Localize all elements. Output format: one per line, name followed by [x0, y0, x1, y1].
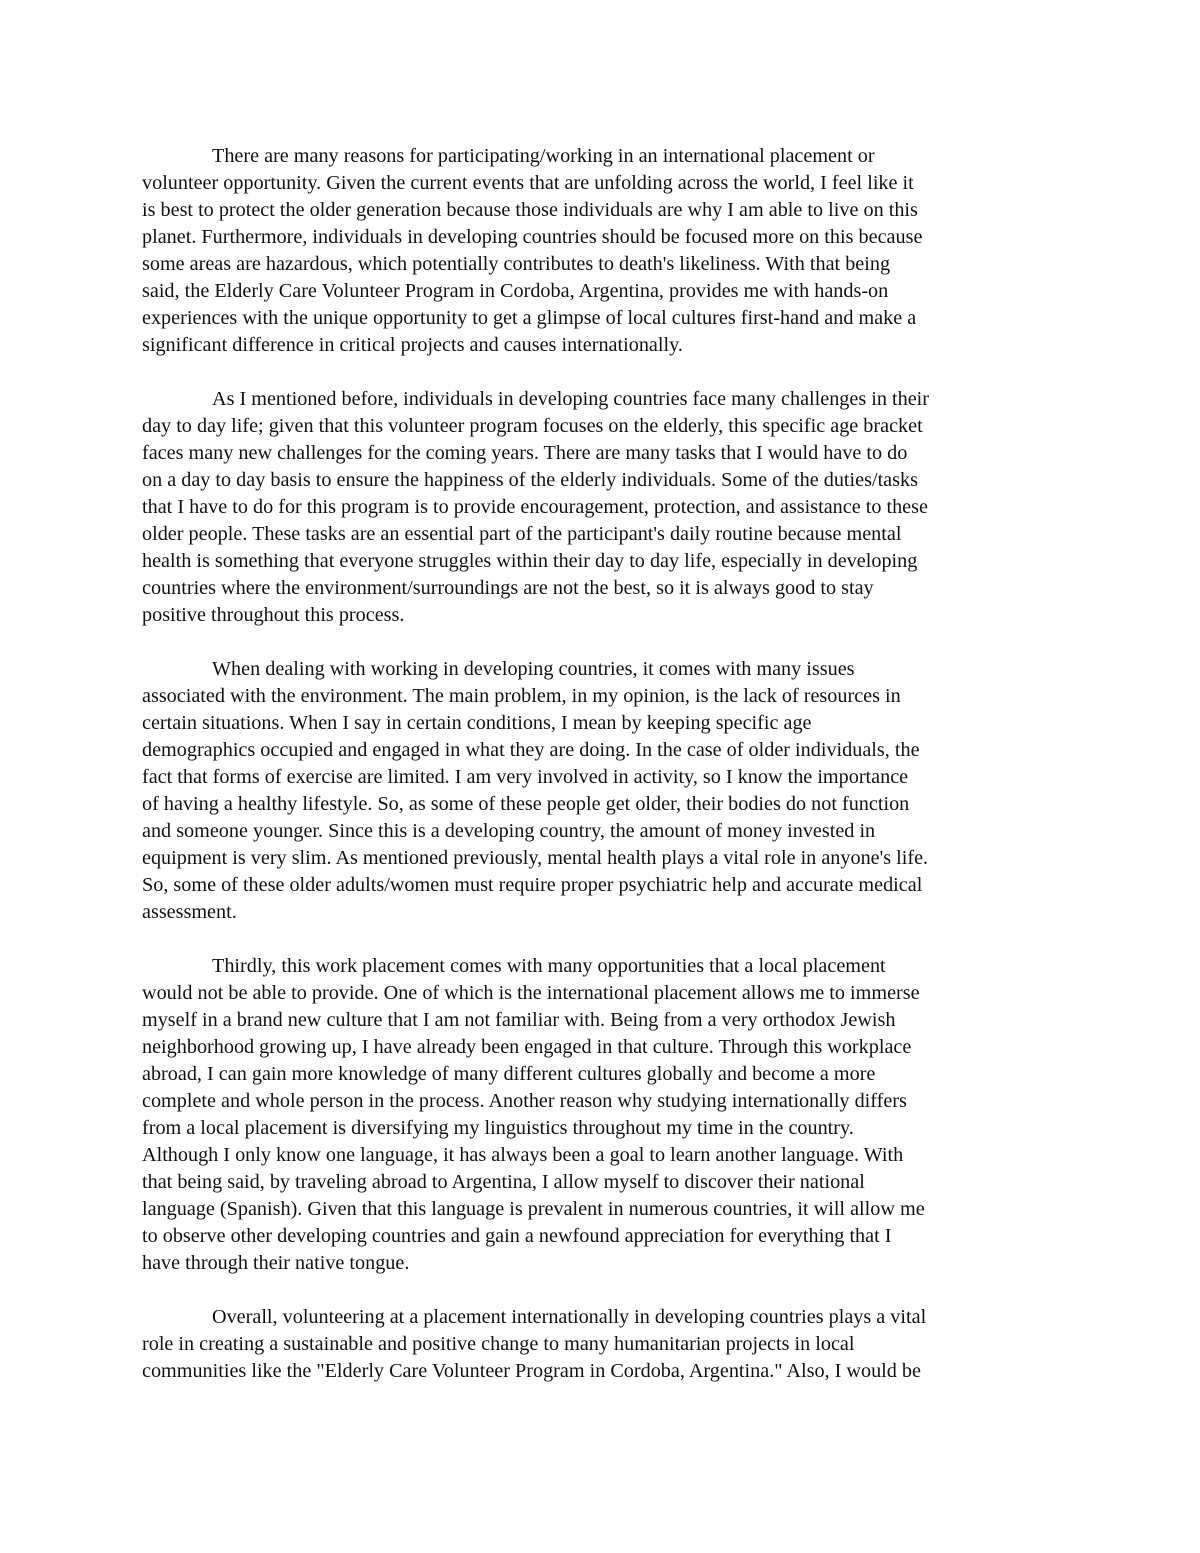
- text-line: have through their native tongue.: [142, 1252, 410, 1274]
- text-line: communities like the "Elderly Care Volunteer Program in Cordoba, Argentina." Also, I would be: [142, 1360, 921, 1382]
- text-line: complete and whole person in the process. Another reason why studying internationally differs: [142, 1090, 907, 1112]
- text-line: equipment is very slim. As mentioned previously, mental health plays a vital role in anyone's life.: [142, 847, 929, 869]
- text-line: countries where the environment/surroundings are not the best, so it is always good to stay: [142, 577, 874, 599]
- text-line: assessment.: [142, 901, 237, 923]
- text-line: fact that forms of exercise are limited. I am very involved in activity, so I know the importance: [142, 766, 909, 788]
- text-line: When dealing with working in developing countries, it comes with many issues: [212, 658, 855, 680]
- text-line: language (Spanish). Given that this language is prevalent in numerous countries, it will allow me: [142, 1198, 925, 1220]
- text-line: So, some of these older adults/women must require proper psychiatric help and accurate medical: [142, 874, 923, 896]
- text-line: associated with the environment. The main problem, in my opinion, is the lack of resources in: [142, 685, 901, 707]
- text-line: significant difference in critical projects and causes internationally.: [142, 334, 683, 356]
- text-line: volunteer opportunity. Given the current events that are unfolding across the world, I feel like it: [142, 172, 914, 194]
- text-line: role in creating a sustainable and positive change to many humanitarian projects in local: [142, 1333, 855, 1355]
- paragraph-4: [142, 953, 1060, 1277]
- text-line: said, the Elderly Care Volunteer Program in Cordoba, Argentina, provides me with hands-on: [142, 280, 889, 302]
- document-body: [142, 143, 1060, 1412]
- text-line: Thirdly, this work placement comes with many opportunities that a local placement: [212, 955, 886, 977]
- text-line: and someone younger. Since this is a developing country, the amount of money invested in: [142, 820, 876, 842]
- text-line: Overall, volunteering at a placement internationally in developing countries plays a vital: [212, 1306, 927, 1328]
- paragraph-2: [142, 386, 1060, 629]
- text-line: myself in a brand new culture that I am not familiar with. Being from a very orthodox Jewish: [142, 1009, 896, 1031]
- text-line: faces many new challenges for the coming years. There are many tasks that I would have to do: [142, 442, 908, 464]
- text-line: planet. Furthermore, individuals in developing countries should be focused more on this because: [142, 226, 923, 248]
- text-line: some areas are hazardous, which potentially contributes to death's likeliness. With that being: [142, 253, 891, 275]
- text-line: demographics occupied and engaged in what they are doing. In the case of older individuals, the: [142, 739, 920, 761]
- paragraph-1: [142, 143, 1060, 359]
- paragraph-3: [142, 656, 1060, 926]
- text-line: Although I only know one language, it has always been a goal to learn another language. With: [142, 1144, 904, 1166]
- text-line: certain situations. When I say in certain conditions, I mean by keeping specific age: [142, 712, 812, 734]
- text-line: day to day life; given that this volunteer program focuses on the elderly, this specific age bracket: [142, 415, 923, 437]
- text-line: experiences with the unique opportunity to get a glimpse of local cultures first-hand and make a: [142, 307, 917, 329]
- text-line: that being said, by traveling abroad to Argentina, I allow myself to discover their national: [142, 1171, 865, 1193]
- text-line: older people. These tasks are an essential part of the participant's daily routine because mental: [142, 523, 902, 545]
- text-line: to observe other developing countries and gain a newfound appreciation for everything that I: [142, 1225, 892, 1247]
- text-line: of having a healthy lifestyle. So, as some of these people get older, their bodies do not function: [142, 793, 910, 815]
- text-line: on a day to day basis to ensure the happiness of the elderly individuals. Some of the duties/tasks: [142, 469, 918, 491]
- paragraph-5: [142, 1304, 1060, 1385]
- text-line: from a local placement is diversifying my linguistics throughout my time in the country.: [142, 1117, 854, 1139]
- text-line: neighborhood growing up, I have already been engaged in that culture. Through this workplace: [142, 1036, 912, 1058]
- text-line: There are many reasons for participating/working in an international placement or: [212, 145, 875, 167]
- text-line: positive throughout this process.: [142, 604, 405, 626]
- text-line: that I have to do for this program is to provide encouragement, protection, and assistance to these: [142, 496, 928, 518]
- text-line: is best to protect the older generation because those individuals are why I am able to live on this: [142, 199, 918, 221]
- text-line: abroad, I can gain more knowledge of many different cultures globally and become a more: [142, 1063, 876, 1085]
- text-line: health is something that everyone struggles within their day to day life, especially in developing: [142, 550, 918, 572]
- text-line: As I mentioned before, individuals in developing countries face many challenges in their: [212, 388, 930, 410]
- text-line: would not be able to provide. One of which is the international placement allows me to immerse: [142, 982, 920, 1004]
